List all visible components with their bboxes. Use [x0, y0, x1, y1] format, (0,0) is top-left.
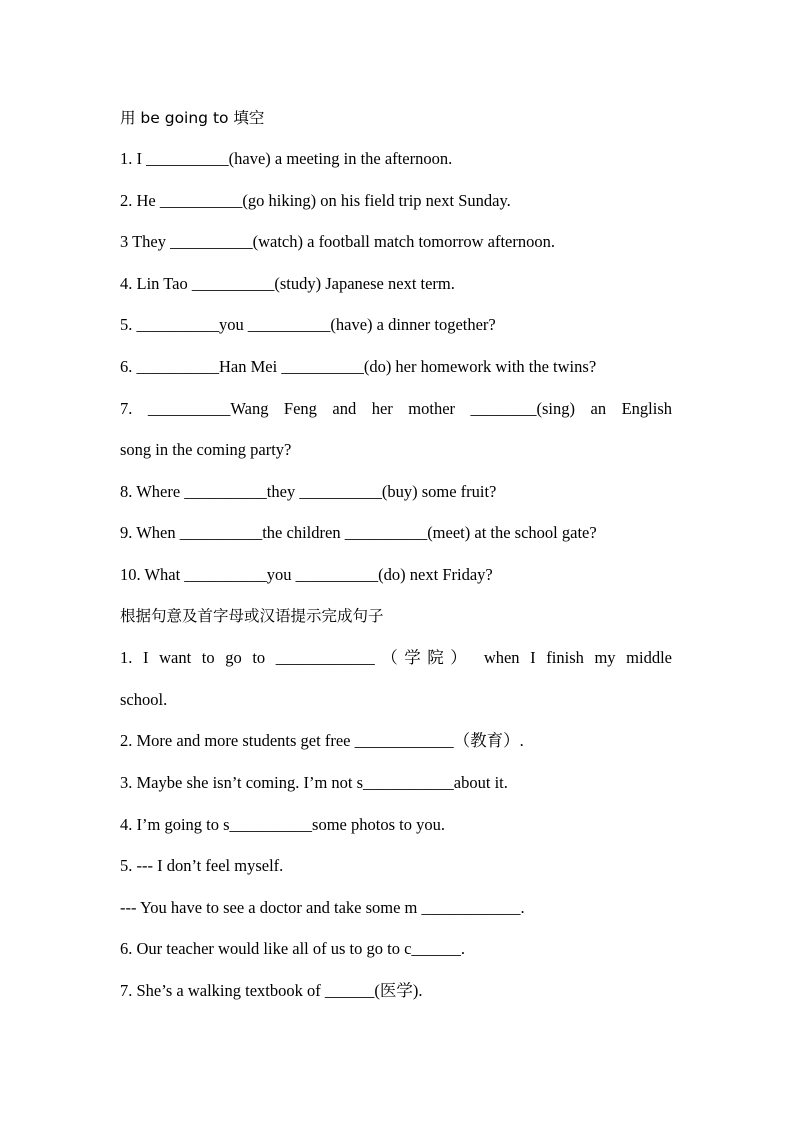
section2-item-1-line1: 1. I want to go to ____________（学院） when I finish my middle — [120, 648, 672, 667]
section1-heading: 用 be going to 填空 — [120, 109, 265, 127]
section2-item-4: 4. I’m going to s__________some photos to you. — [120, 815, 445, 834]
section1-item-6: 6. __________Han Mei __________(do) her homework with the twins? — [120, 357, 597, 376]
section2-heading: 根据句意及首字母或汉语提示完成句子 — [120, 607, 384, 625]
section1-item-1: 1. I __________(have) a meeting in the afternoon. — [120, 149, 453, 168]
section2-item-3: 3. Maybe she isn’t coming. I’m not s___________about it. — [120, 773, 508, 792]
section1-item-4: 4. Lin Tao __________(study) Japanese next term. — [120, 274, 455, 293]
section1-item-9: 9. When __________the children __________(meet) at the school gate? — [120, 523, 597, 542]
section2-item-1-line2: school. — [120, 690, 168, 709]
section2-item-5-question: 5. --- I don’t feel myself. — [120, 856, 284, 875]
section1-item-5: 5. __________you __________(have) a dinner together? — [120, 315, 496, 334]
section1-item-7-line1: 7. __________Wang Feng and her mother ________(sing) an English — [120, 399, 672, 418]
section1-item-7-line2: song in the coming party? — [120, 440, 292, 459]
section2-item-7: 7. She’s a walking textbook of ______(医学). — [120, 981, 423, 1000]
section1-item-2: 2. He __________(go hiking) on his field trip next Sunday. — [120, 191, 511, 210]
section1-item-8: 8. Where __________they __________(buy) some fruit? — [120, 482, 497, 501]
section1-item-3: 3 They __________(watch) a football match tomorrow afternoon. — [120, 232, 555, 251]
section2-item-2: 2. More and more students get free ____________（教育）. — [120, 731, 524, 750]
section1-item-10: 10. What __________you __________(do) next Friday? — [120, 565, 493, 584]
section2-item-5-answer: --- You have to see a doctor and take some m ____________. — [120, 898, 525, 917]
section2-item-6: 6. Our teacher would like all of us to go to c______. — [120, 939, 466, 958]
